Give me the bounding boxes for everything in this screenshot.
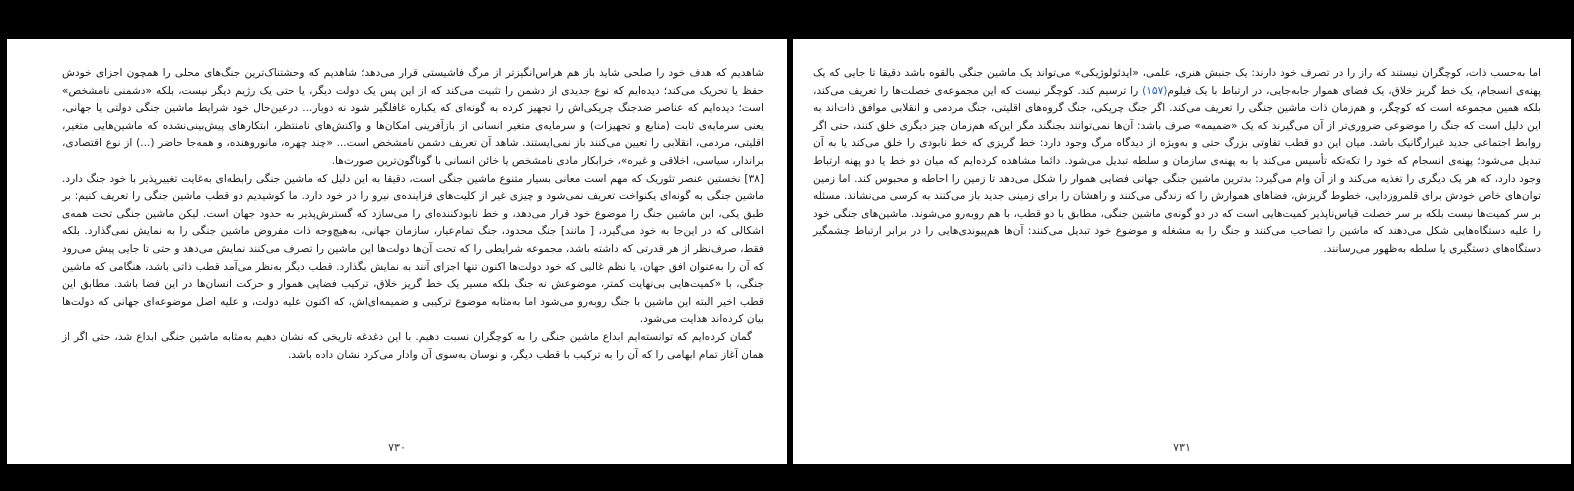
paragraph: [۳۸] نخستین عنصر تئوریک که مهم است معانی بسیار متنوع ماشین جنگی است، دقیقا به این دلیل که ماشین جنگی رابطه‌ای به‌غایت تغییرپذیر با خود جنگ دارد. ماشین جنگی به گونه‌ای یکنواخت تعریف نمی‌شود و چیزی غیر از کلیت‌های فزاینده‌ی نیرو را در خود دارد. ما کوشیدیم دو قطب ماشین جنگی را تعریف کنیم: بر طبق یکی، این ماشین جنگ را موضوع خود قرار می‌دهد، و خط نابودکننده‌ای را می‌سازد که گسترش‌پذیر به حدود جهان است. لیکن ماشین جنگی تحت همه‌ی اشکالی که در این‌جا به خود می‌گیرد، [ مانند] جنگ محدود، جنگ تمام‌عیار، سازمان جهانی، به‌هیچ‌وجه ذات مفروض ماشین جنگی را به نمایش نمی‌گذارد. بلکه فقط، صرف‌نظر از هر قدرتی که داشته باشد، مجموعه شرایطی را که تحت آن‌ها دولت‌ها این ماشین را تصرف می‌کنند نمایش می‌دهد و حتی تا جایی پیش می‌رود که آن را به‌عنوان افق جهان، یا نظم غالبی که خود دولت‌ها اکنون تنها اجزای آنند به نمایش بگذارد. قطب دیگر به‌نظر می‌آمد قطب ذاتی باشد، هنگامی که ماشین جنگی، با «کمیت‌هایی بی‌نهایت کمتر، موضوعش نه جنگ بلکه مسیر یک خط گریز خلاق، ترکیب فضایی هموار و حرکت انسان‌ها در این فضا باشد. مطابق این قطب اخیر البته این ماشین با جنگ روبه‌رو می‌شود اما به‌مثابه موضوع ترکیبی و ضمیمه‌ای‌اش، که اکنون علیه دولت، و علیه اصل موضوعه‌ای جهانی که دولت‌ها بیان کرده‌اند هدایت می‌شود. xyxy=(62,172,764,326)
paragraph xyxy=(813,65,1541,259)
page-number: ۷۳۰ xyxy=(388,441,406,454)
paragraph: گمان کرده‌ایم که توانسته‌ایم ابداع ماشین جنگی را به کوچگران نسبت دهیم. با این دغدغه تاریخی که نشان دهیم به‌مثابه ماشین جنگی ابداع شد، حتی اگر از همان آغاز تمام ابهامی را که آن را به ترکیب با قطب دیگر، و نوسان به‌سوی آن وادار می‌کرد نشان داده باشد. xyxy=(62,330,764,361)
page-text xyxy=(62,65,764,364)
page-number: ۷۳۱ xyxy=(1173,441,1191,454)
paragraph: شاهدیم که هدف خود را صلحی شاید باز هم هراس‌انگیزتر از مرگ فاشیستی قرار می‌دهد؛ شاهدیم که وحشتناک‌ترین جنگ‌های محلی را همچون اجزای خودش حفظ یا تحریک می‌کند؛ دیده‌ایم که نوع جدیدی از دشمن را تثبیت می‌کند که از این پس یک دولت دیگر، یا حتی یک رژیم دیگر نیست، بلکه «دشمنی نامشخص» است؛ دیده‌ایم که عناصر ضدجنگ چریکی‌اش را تجهیز کرده به گونه‌ای که یکباره غافلگیر شود نه دوبار... درعین‌حال خود شرایط ماشین جنگی دولتی یا جهانی، یعنی سرمایه‌ی ثابت (منابع و تجهیزات) و سرمایه‌ی متغیر انسانی از بازآفرینی امکان‌ها و واکنش‌های نامنتظر، ابتکارهای پیش‌بینی‌نشده که ماشین‌هایی متغیر، اقلیتی، مردمی، انقلابی را تعیین می‌کنند باز نمی‌ایستند. شاهد آن تعریف دشمن نامشخص است... «چند چهره، مانوروهنده، و همه‌جا حاضر (...) از نوع اقتصادی، براندار، سیاسی، اخلاقی و غیره»، خرابکار مادی نامشخص یا خائن انسانی با گوناگون‌ترین صورت‌ها. xyxy=(62,67,764,167)
page-text xyxy=(813,65,1541,259)
paragraph-text: اما به‌حسب ذات، کوچگران نیستند که راز را در تصرف خود دارند: یک جنبش هنری، علمی، «ایدئولوژیکی» می‌تواند یک ماشین جنگی بالقوه باشد دقیقا تا جایی که یک پهنه‌ی انسجام، یک خط گریز خلاق، یک فضای هموار جابه‌جایی، در ارتباط با یک فیلوم xyxy=(813,67,1541,97)
page-731 xyxy=(793,39,1571,464)
page-730 xyxy=(7,39,787,464)
reference-link[interactable]: (۱۵۷) xyxy=(1142,84,1168,97)
paragraph-text: را ترسیم کند. کوچگر نیست که این مجموعه‌ی خصلت‌ها را تعریف می‌کند، بلکه همین مجموعه است که کوچگر، و هم‌زمان ذات ماشین جنگی را تعریف می‌کند. اگر جنگ چریکی، جنگ گروه‌های اقلیتی، جنگ مردمی و انقلابی موافق ذات‌اند به این دلیل است که جنگ را موضوعی ضروری‌تر از آن می‌گیرند که یک «ضمیمه» صرف باشد: آن‌ها نمی‌توانند بجنگند مگر این‌که هم‌زمان چیز دیگری خلق کنند، حتی اگر روابط اجتماعی جدید غیرارگانیک باشد. میان این دو قطب تفاوتی بزرگ حتی و به‌ویژه از دیدگاه مرگ وجود دارد: خط گریزی که خط نابودی را خلق می‌کند یا به آن تبدیل می‌شود؛ پهنه‌ی انسجام که خود را تکه‌تکه تأسیس می‌کند یا به پهنه‌ی سازمان و سلطه تبدیل می‌شود. دائما مشاهده کرده‌ایم که میان دو خط یا دو پهنه ارتباط وجود دارد، که هر یک دیگری را تغذیه می‌کند و از آن وام می‌گیرد: بدترین ماشین جنگی جهانی فضایی هموار را شکل می‌دهد تا زمین را احاطه و محبوس کند. اما زمین توان‌های خاص خودش برای قلمروزدایی، خطوط گریزش، فضاهای هموارش را که زندگی می‌کنند و راهشان را برای زمینی جدید باز می‌کنند به کرسی می‌نشاند. مسئله بر سر کمیت‌ها نیست بلکه بر سر خصلت قیاس‌ناپذیر کمیت‌هایی است که در دو گونه‌ی ماشین جنگی، مطابق با دو قطب، با هم روبه‌رو می‌شوند. ماشین‌های جنگی خود را علیه دستگاه‌هایی شکل می‌دهند که ماشین را تصاحب می‌کنند و جنگ را به مشغله و موضوع خود تبدیل می‌کنند: آن‌ها هم‌پیوندی‌هایی را در برابر ارتباط چشمگیر دستگاه‌های دستگیری یا سلطه به‌ظهور می‌رسانند. xyxy=(813,84,1541,255)
